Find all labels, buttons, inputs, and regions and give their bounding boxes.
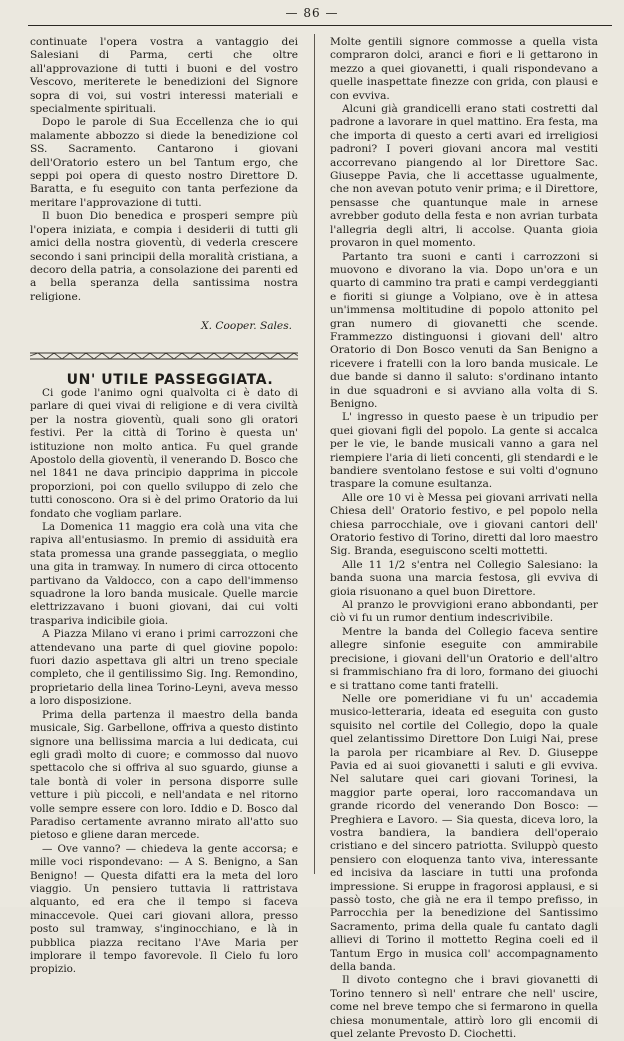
paragraph: Alcuni già grandicelli erano stati costretti dal padrone a lavorare in quel mattino. Era festa, ma che importa di questo a certi avari ed irreligiosi padroni? I poveri giovani ancora mal vestiti accorrevano piangendo al lor Direttore Sac. Giuseppe Pavia, che li accettasse ugualmente, che non avevan potuto venir prima; e il Direttore, pensasse che quantunque male in arnese avrebber goduto della festa e non avrian turbata l'allegria degli altri, li accolse. Quanta gioia provaron in quel momento. (330, 103, 598, 250)
paragraph: Il buon Dio benedica e prosperi sempre più l'opera iniziata, e compia i desiderii di tutti gli amici della nostra gioventù, di vederla crescere secondo i sani principii della moralità cristiana, a decoro della patria, a consolazione dei parenti ed a bella speranza della santissima nostra religione. (30, 210, 298, 303)
ornament-rule-icon (30, 350, 298, 362)
paragraph: Mentre la banda del Collegio faceva sentire allegre sinfonie eseguite con ammirabile precisione, i giovani dell'un Oratorio e dell'altro si frammischiano fra di loro, formano dei giuochi e si trattano come tanti fratelli. (330, 625, 598, 692)
paragraph: Molte gentili signore commosse a quella vista compraron dolci, aranci e fiori e li gettarono in mezzo a quei giovanetti, i quali rispondevano a quelle inaspettate finezze con grida, con plausi e con evviva. (330, 36, 598, 102)
section-heading: UN' UTILE PASSEGGIATA. (66, 371, 274, 388)
section-ornament (30, 350, 298, 362)
paragraph: Prima della partenza il maestro della banda musicale, Sig. Garbellone, offriva a questo distinto signore una bellissima marcia a lui dedicata, cui egli gradì molto di cuore; e commosso dal nuovo spettacolo che si offriva al suo sguardo, giunse a tale bontà di voler in persona disporre sulle vetture i più piccoli, e nell'andata e nel ritorno volle sempre essere con loro. Iddio e D. Bosco dal Paradiso certamente avranno mirato all'atto suo pietoso e gliene daran mercede. (30, 708, 298, 842)
right-column (330, 36, 598, 1041)
paragraph: Alle 11 1/2 s'entra nel Collegio Salesiano: la banda suona una marcia festosa, gli evviva di gioia risuonano a quel buon Direttore. (330, 558, 598, 598)
paragraph: Partanto tra suoni e canti i carrozzoni si muovono e divorano la via. Dopo un'ora e un quarto di cammino tra prati e campi verdeggianti e fioriti si giunge a Volpiano, ove è in attesa un'immensa moltitudine di popolo attonito pel gran numero di giovanetti che scende. Frammezzo distinguonsi i giovani dell' altro Oratorio di Don Bosco venuti da San Benigno a ricevere i fratelli con la loro banda musicale. Le due bande si danno il saluto: s'ordinano intanto in due squadroni e si avviano alla volta di S. Benigno. (330, 250, 598, 410)
page-number: — 86 — (285, 6, 339, 20)
paragraph: Nelle ore pomeridiane vi fu un' accademia musico-letteraria, ideata ed eseguita con gusto squisito nel cortile del Collegio, dopo la quale quel zelantissimo Direttore Don Luigi Nai, prese la parola per ricambiare al Rev. D. Giuseppe Pavia ed ai suoi giovanetti i saluti e gli evviva. Nel salutare quei cari giovani Torinesi, la maggior parte operai, loro raccomandava un grande ricordo del venerando Don Bosco: — Preghiera e Lavoro. — Sia questa, diceva loro, la vostra bandiera, la bandiera dell'operaio cristiano e del sincero patriotta. Sviluppò questo pensiero con eloquenza tanto viva, interessante ed incisiva da lasciare in tutti una profonda impressione. Si eruppe in fragorosi applausi, e si passò tosto, che già ne era il tempo prefisso, in Parrocchia per la benedizione del Santissimo Sacramento, prima della quale fu cantato dagli allievi di Torino il mottetto Regina coeli ed il Tantum Ergo in musica coll' accompagnamento della banda. (330, 692, 598, 974)
paragraph: Dopo le parole di Sua Eccellenza che io qui malamente abbozzo si diede la benedizione col SS. Sacramento. Cantarono i giovani dell'Oratorio estero un bel Tantum ergo, che seppi poi opera di questo nostro Direttore D. Baratta, e fu eseguito con tanta perfezione da meritare l'approvazione di tutti. (30, 116, 298, 209)
paragraph: Ci gode l'animo ogni qualvolta ci è dato di parlare di quei vivai di religione e di vera civiltà per la nostra gioventù, quali sono gli oratori festivi. Per la città di Torino è questa un' istituzione non molto antica. Fu quel grande Apostolo della gioventù, il venerando D. Bosco che nel 1841 ne dava principio dapprima in piccole proporzioni, poi con quello sviluppo di zelo che tutti conoscono. Ora si è del primo Oratorio da lui fondato che vogliam parlare. (30, 386, 298, 520)
paragraph: La Domenica 11 maggio era colà una vita che rapiva all'entusiasmo. In premio di assiduità era stata promessa una grande passeggiata, o meglio una gita in tramway. In numero di circa ottocento partivano da Valdocco, con a capo dell'immenso squadrone la loro banda musicale. Quelle marcie elettrizzavano i buoni giovani, dai cui volti traspariva indicibile gioia. (30, 521, 298, 627)
paragraph: L' ingresso in questo paese è un tripudio per quei giovani figli del popolo. La gente si accalca per le vie, le bande musicali vanno a gara nel riempiere l'aria di lieti concenti, gli stendardi e le bandiere sventolano festose e sui volti d'ognuno traspare la comune esultanza. (330, 411, 598, 491)
paragraph: Il divoto contegno che i bravi giovanetti di Torino tennero sì nell' entrare che nell' uscire, come nel breve tempo che si fermarono in quella chiesa monumentale, attirò loro gli encomii di quel zelante Prevosto D. Ciochetti. (330, 974, 598, 1041)
paragraph: Alle ore 10 vi è Messa pei giovani arrivati nella Chiesa dell' Oratorio festivo, e pel popolo nella chiesa parrocchiale, ove i giovani cantori dell' Oratorio festivo di Torino, diretti dal loro maestro Sig. Branda, eseguiscono scelti mottetti. (330, 491, 598, 558)
paragraph: continuate l'opera vostra a vantaggio dei Salesiani di Parma, certi che oltre all'approvazione di tutti i buoni e del vostro Vescovo, meriterete le benedizioni del Signore sopra di voi, sui vostri interessi materiali e specialmente spirituali. (30, 36, 298, 116)
left-column (30, 36, 298, 977)
header-rule (28, 25, 612, 26)
paragraph: Al pranzo le provvigioni erano abbondanti, per ciò vi fu un rumor dentium indescrivibile. (330, 599, 598, 625)
column-divider (314, 34, 315, 874)
signature: X. Cooper. Sales. (201, 320, 292, 333)
paragraph: A Piazza Milano vi erano i primi carrozzoni che attendevano una parte di quel giovine popolo: fuori dazio aspettava gli altri un treno speciale completo, che il gentilissimo Sig. Ing. Remondino, proprietario della linea Torino-Leyni, aveva messo a loro disposizione. (30, 628, 298, 708)
paragraph: — Ove vanno? — chiedeva la gente accorsa; e mille voci rispondevano: — A S. Benigno, a San Benigno! — Questa difatti era la meta del loro viaggio. Un pensiero tuttavia li rattristava alquanto, ed era che il tempo si faceva minaccevole. Quei cari giovani allora, presso posto sul tramway, s'inginocchiano, e là in pubblica piazza recitano l'Ave Maria per implorare il tempo favorevole. Il Cielo fu loro propizio. (30, 842, 298, 976)
